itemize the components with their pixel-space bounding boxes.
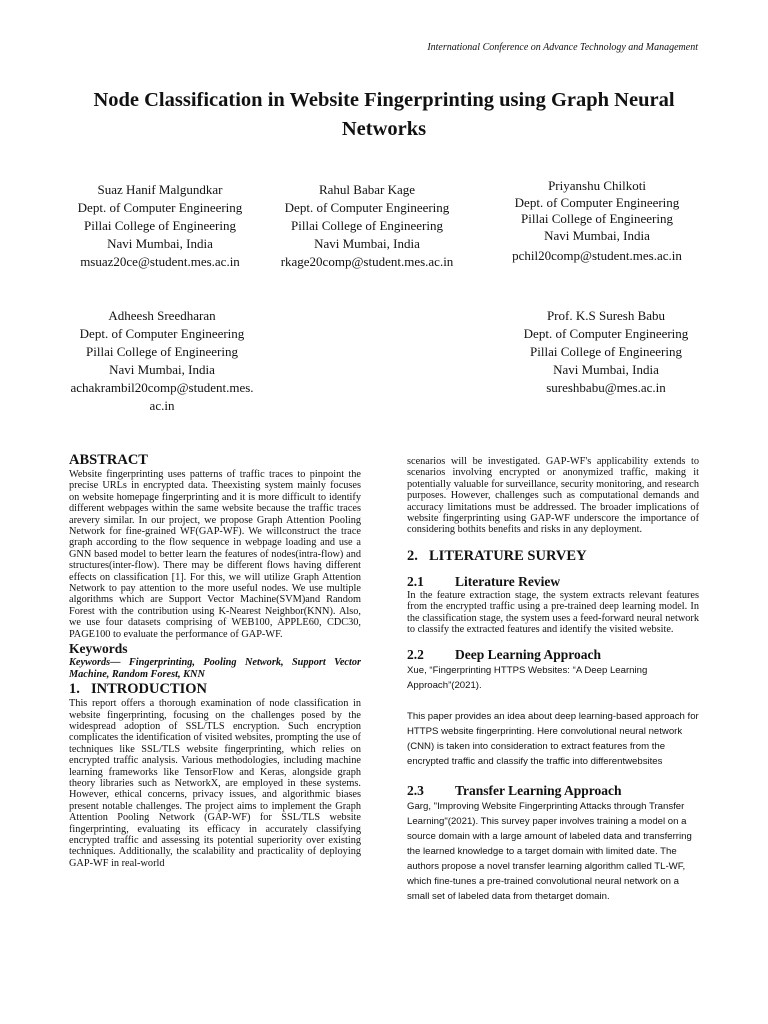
- subsection-2-3-text: Garg, "Improving Website Fingerprinting Attacks through Transfer Learning"(2021). This survey paper involves training a model on a source domain with a large amount of labeled data and transferring the learned knowledge to a target domain with limited date. The authors propose a novel transfer learning algorithm called TL-WF, which fine-tunes a pre-trained convolutional neural network on a small set of labeled data from thetarget domain.: [407, 801, 692, 903]
- author-city: Navi Mumbai, India: [544, 227, 650, 243]
- literature-heading: [407, 548, 699, 565]
- subsection-title: Transfer Learning Approach: [455, 783, 622, 799]
- subsection-2-1-heading: [407, 574, 699, 590]
- author-2: [262, 181, 472, 271]
- author-name: Adheesh Sreedharan: [108, 308, 216, 323]
- introduction-text: This report offers a thorough examination of node classification in website fingerprinting, focusing on the challenges posed by the widespread adoption of SSL/TLS encryption. Such encryption complicates the identification of visited websites, prompting the use of techniques like SSL/TLS website fingerprinting, which relies on encrypted traffic analysis. Various methodologies, including machine learning frameworks like TensorFlow and Keras, alongside graph theory libraries such as NetworkX, are employed in these systems. However, ethical concerns, privacy issues, and algorithmic biases present notable challenges. The project aims to implement the Graph Attention Pooling Network (GAP-WF) for SSL/TLS website fingerprinting, evaluating its efficacy in accurately classifying encrypted traffic and assessing its potential superiority over existing techniques. Additionally, the scalability and practicality of deploying GAP-WF in real-world: [69, 698, 361, 869]
- author-dept: Dept. of Computer Engineering: [523, 326, 689, 341]
- author-email: achakrambil20comp@student.mes.: [70, 380, 254, 395]
- author-email: pchil20comp@student.mes.ac.in: [512, 248, 682, 263]
- section-title: INTRODUCTION: [91, 681, 208, 698]
- subsection-number: 2.2: [407, 647, 424, 663]
- running-head: International Conference on Advance Technology and Management: [427, 42, 698, 53]
- author-college: Pillai College of Engineering: [291, 218, 443, 233]
- author-college: Pillai College of Engineering: [521, 211, 673, 226]
- author-dept: Dept. of Computer Engineering: [79, 326, 245, 341]
- paper-title: Node Classification in Website Fingerprinting using Graph Neural Networks: [93, 89, 675, 140]
- author-dept: Dept. of Computer Engineering: [77, 200, 243, 215]
- author-college: Pillai College of Engineering: [84, 218, 236, 233]
- author-dept: Dept. of Computer Engineering: [284, 200, 450, 215]
- right-column: [407, 456, 699, 904]
- section-title: LITERATURE SURVEY: [429, 547, 587, 564]
- author-college: Pillai College of Engineering: [86, 344, 238, 359]
- author-city: Navi Mumbai, India: [314, 236, 420, 251]
- subsection-2-1-text: In the feature extraction stage, the system extracts relevant features from the encrypted traffic using a pre-trained deep learning model. In the classification stage, the system uses a feed-forward neural network to classify the extracted features and identify the visited website.: [407, 589, 699, 636]
- author-email: rkage20comp@student.mes.ac.in: [280, 254, 454, 269]
- introduction-heading: [69, 681, 361, 698]
- subsection-2-2-text: This paper provides an idea about deep learning-based approach for HTTPS website fingerprinting. Here convolutional neural network (CNN) is taken into consideration to extract features from the encrypted traffic and classify the traffic into differentwebsites: [407, 711, 699, 768]
- section-number: 2.: [407, 547, 418, 564]
- author-email: msuaz20ce@student.mes.ac.in: [80, 254, 240, 269]
- author-5: [500, 307, 712, 397]
- subsection-2-2-citation: Xue, “Fingerprinting HTTPS Websites: “A Deep Learning Approach”(2021).: [407, 665, 648, 692]
- section-number: 1.: [69, 681, 80, 698]
- introduction-continued: scenarios will be investigated. GAP-WF's applicability extends to scenarios involving encrypted or anonymized traffic, making it potentially valuable for surveillance, security monitoring, and research purposes. However, challenges such as computational demands and accuracy limitations must be addressed. The broader implications of website fingerprinting using GAP-WF underscore the importance of considering bothits benefits and risks in any deployment.: [407, 456, 699, 536]
- abstract-text: Website fingerprinting uses patterns of traffic traces to pinpoint the precise URLs in encrypted data. Theexisting system mainly focuses on website homepage fingerprinting and it is more difficult to identify different webpages within the same website because the traffic traces arevery similar. In our project, we propose Graph Attention Pooling Network for fine-grained WF(GAP-WF). We willconstruct the trace graph according to the flow sequence in webpage loading and use a GNN based model to better learn the features of nodes(intra-flow) and structures(inter-flow). There may be different flows having different effects on classification [1]. For this, we will utilize Graph Attention Network to pay attention to the more useful nodes. We use multiple algorithms which are Support Vector Machine(SVM)and Random Forest with the contribution using K-Nearest Neighbor(KNN). Also, we use four datasets comprising of WEB100, APPLE60, CDC30, PAGE100 to evaluate the performance of GAP-WF.: [69, 469, 361, 640]
- author-4: [52, 307, 272, 415]
- keywords-heading: Keywords: [69, 641, 128, 657]
- author-1: [50, 181, 270, 271]
- left-column: [69, 452, 361, 869]
- abstract-heading: ABSTRACT: [69, 452, 148, 468]
- author-city: Navi Mumbai, India: [109, 362, 215, 377]
- subsection-number: 2.3: [407, 783, 424, 799]
- author-name: Rahul Babar Kage: [318, 182, 416, 197]
- author-name: Suaz Hanif Malgundkar: [97, 182, 223, 197]
- keywords-text: Keywords— Fingerprinting, Pooling Network, Support Vector Machine, Random Forest, KNN: [69, 657, 361, 681]
- subsection-number: 2.1: [407, 573, 424, 589]
- author-name: Prof. K.S Suresh Babu: [546, 308, 666, 323]
- author-name: Priyanshu Chilkoti: [548, 178, 646, 193]
- subsection-2-2-heading: [407, 647, 699, 663]
- author-college: Pillai College of Engineering: [530, 344, 682, 359]
- author-3: [492, 178, 702, 265]
- author-email: sureshbabu@mes.ac.in: [546, 380, 666, 395]
- author-dept: Dept. of Computer Engineering: [514, 194, 680, 210]
- author-city: Navi Mumbai, India: [107, 236, 213, 251]
- subsection-2-3-heading: [407, 783, 699, 799]
- subsection-title: Literature Review: [455, 573, 561, 589]
- author-email-cont: ac.in: [149, 398, 175, 413]
- author-city: Navi Mumbai, India: [553, 362, 659, 377]
- subsection-title: Deep Learning Approach: [455, 647, 602, 663]
